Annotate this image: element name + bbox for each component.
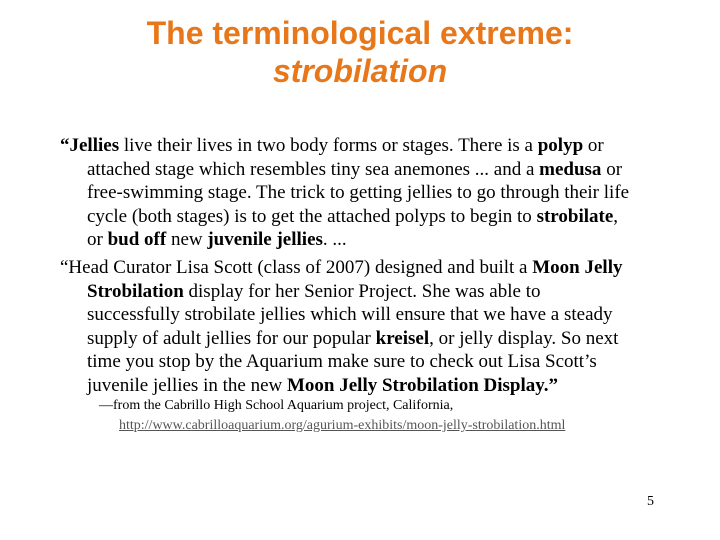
quote-jellies <box>60 134 660 252</box>
quote-line: “Jellies live their lives in two body forms or stages. There is a polyp or <box>60 135 604 156</box>
quote-head-curator <box>60 256 660 397</box>
quote-line: or bud off new juvenile jellies. ... <box>87 229 347 250</box>
quote-line: cycle (both stages) is to get the attached polyps to begin to strobilate, <box>87 205 619 227</box>
quote-line: juvenile jellies in the new Moon Jelly Strobilation Display.” <box>87 374 558 396</box>
quote-line: free-swimming stage. The trick to getting jellies to go through their life <box>87 182 630 203</box>
title-line-2: strobilation <box>272 53 448 89</box>
quote-line: successfully strobilate jellies which will ensure that we have a steady <box>87 304 613 325</box>
quote-line: supply of adult jellies for our popular kreisel, or jelly display. So next <box>87 327 619 349</box>
slide-title <box>0 14 720 90</box>
quote-line: attached stage which resembles tiny sea anemones ... and a medusa or <box>87 158 623 180</box>
quote-line: “Head Curator Lisa Scott (class of 2007) designed and built a Moon Jelly <box>60 257 623 278</box>
title-line-1: The terminological extreme: <box>146 15 574 51</box>
citation-link[interactable]: http://www.cabrilloaquarium.org/agurium-exhibits/moon-jelly-strobilation.html <box>119 418 566 433</box>
quote-line: Strobilation display for her Senior Project. She was able to <box>87 280 541 302</box>
quote-line: time you stop by the Aquarium make sure to check out Lisa Scott’s <box>87 351 597 372</box>
citation-source: —from the Cabrillo High School Aquarium project, California, <box>99 398 454 413</box>
citation <box>99 396 699 436</box>
page-number: 5 <box>647 494 654 509</box>
